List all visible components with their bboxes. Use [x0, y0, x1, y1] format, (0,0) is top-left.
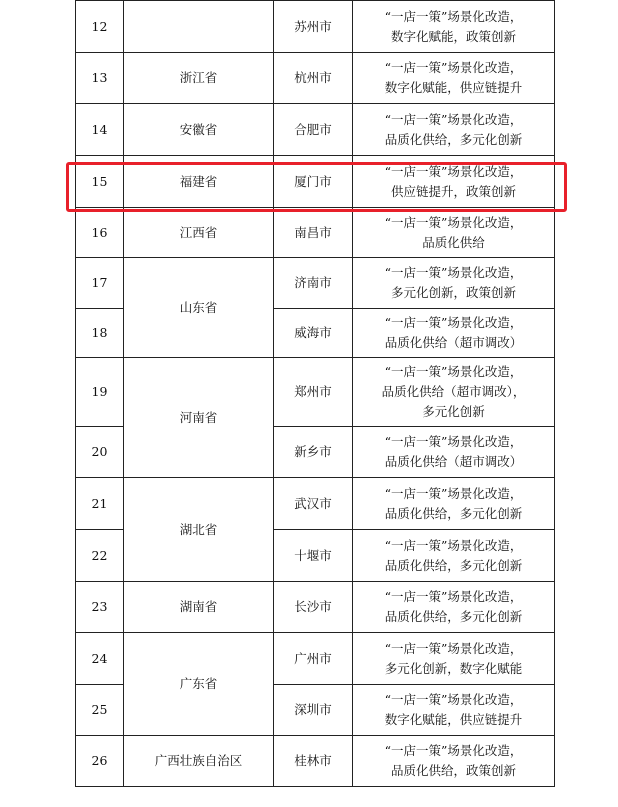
mode-cell — [353, 53, 555, 104]
row-number: 20 — [76, 427, 124, 478]
table-row — [76, 478, 555, 530]
city-cell: 郑州市 — [274, 358, 353, 427]
mode-line: 数字化赋能，政策创新 — [390, 28, 516, 44]
mode-line: 数字化赋能，供应链提升 — [384, 712, 523, 727]
mode-line: 供应链提升，政策创新 — [390, 183, 516, 199]
province-cell: 湖北省 — [124, 478, 274, 582]
table-row — [76, 1, 555, 53]
province-cell: 安徽省 — [124, 104, 274, 156]
city-cell: 武汉市 — [274, 478, 353, 530]
province-cell: 广西壮族自治区 — [124, 736, 274, 787]
city-cell: 桂林市 — [274, 736, 353, 787]
row-number: 25 — [76, 685, 124, 736]
mode-cell — [353, 478, 555, 530]
mode-cell — [353, 258, 555, 309]
table-row — [76, 104, 555, 156]
city-cell: 长沙市 — [274, 582, 353, 633]
table-row — [76, 258, 555, 309]
mode-line: “一店一策”场景化改造， — [384, 692, 523, 707]
mode-cell — [353, 1, 555, 53]
mode-line: 品质化供给，多元化创新 — [384, 609, 523, 624]
table-row — [76, 736, 555, 787]
row-number: 17 — [76, 258, 124, 309]
mode-cell — [353, 582, 555, 633]
table-row — [76, 358, 555, 427]
province-cell: 湖南省 — [124, 582, 274, 633]
city-cell: 新乡市 — [274, 427, 353, 478]
pilot-city-table — [75, 0, 555, 787]
mode-line: 多元化创新，数字化赋能 — [384, 660, 523, 676]
mode-line: “一店一策”场景化改造， — [384, 640, 523, 656]
mode-line: 品质化供给（超市调改）， — [381, 384, 526, 399]
mode-line: “一店一策”场景化改造， — [384, 60, 523, 75]
city-cell: 南昌市 — [274, 208, 353, 258]
mode-cell — [353, 309, 555, 358]
row-number: 23 — [76, 582, 124, 633]
city-cell: 厦门市 — [274, 156, 353, 208]
province-cell: 福建省 — [124, 156, 274, 208]
row-number: 13 — [76, 53, 124, 104]
city-cell: 广州市 — [274, 633, 353, 685]
table-row — [76, 582, 555, 633]
city-cell: 威海市 — [274, 309, 353, 358]
mode-line: 品质化供给，多元化创新 — [384, 131, 523, 147]
mode-line: 品质化供给（超市调改） — [384, 454, 523, 469]
mode-line: 品质化供给，多元化创新 — [384, 505, 523, 521]
row-number: 19 — [76, 358, 124, 427]
city-cell: 深圳市 — [274, 685, 353, 736]
row-number: 16 — [76, 208, 124, 258]
mode-line: 多元化创新 — [422, 404, 485, 419]
mode-line: “一店一策”场景化改造， — [384, 589, 523, 604]
row-number: 26 — [76, 736, 124, 787]
table-row — [76, 208, 555, 258]
mode-cell — [353, 685, 555, 736]
mode-cell — [353, 358, 555, 427]
table-body — [76, 1, 555, 787]
row-number: 21 — [76, 478, 124, 530]
mode-cell — [353, 427, 555, 478]
mode-line: “一店一策”场景化改造， — [384, 214, 523, 230]
table-row — [76, 53, 555, 104]
row-number: 22 — [76, 530, 124, 582]
city-cell: 苏州市 — [274, 1, 353, 53]
mode-cell — [353, 530, 555, 582]
table-row — [76, 633, 555, 685]
mode-line: “一店一策”场景化改造， — [384, 743, 523, 758]
city-cell: 十堰市 — [274, 530, 353, 582]
row-number: 15 — [76, 156, 124, 208]
mode-line: 品质化供给（超市调改） — [384, 335, 523, 350]
table-row — [76, 156, 555, 208]
mode-line: 品质化供给，政策创新 — [390, 763, 516, 778]
mode-cell — [353, 104, 555, 156]
mode-cell — [353, 156, 555, 208]
row-number: 12 — [76, 1, 124, 53]
mode-line: “一店一策”场景化改造， — [384, 315, 523, 330]
mode-line: “一店一策”场景化改造， — [384, 485, 523, 501]
mode-line: 数字化赋能，供应链提升 — [384, 80, 523, 95]
mode-cell — [353, 208, 555, 258]
mode-cell — [353, 633, 555, 685]
mode-line: “一店一策”场景化改造， — [384, 265, 523, 280]
mode-line: 品质化供给 — [422, 234, 485, 250]
mode-line: 多元化创新，政策创新 — [390, 285, 516, 300]
province-cell: 河南省 — [124, 358, 274, 478]
mode-line: “一店一策”场景化改造， — [384, 434, 523, 449]
city-cell: 杭州市 — [274, 53, 353, 104]
province-cell: 浙江省 — [124, 53, 274, 104]
mode-line: “一店一策”场景化改造， — [384, 163, 523, 179]
row-number: 24 — [76, 633, 124, 685]
province-cell — [124, 1, 274, 53]
row-number: 14 — [76, 104, 124, 156]
province-cell: 江西省 — [124, 208, 274, 258]
province-cell: 山东省 — [124, 258, 274, 358]
city-cell: 济南市 — [274, 258, 353, 309]
mode-line: “一店一策”场景化改造， — [384, 111, 523, 127]
mode-line: “一店一策”场景化改造， — [384, 364, 523, 379]
city-cell: 合肥市 — [274, 104, 353, 156]
mode-cell — [353, 736, 555, 787]
mode-line: “一店一策”场景化改造， — [384, 537, 523, 553]
row-number: 18 — [76, 309, 124, 358]
mode-line: “一店一策”场景化改造， — [384, 8, 523, 24]
province-cell: 广东省 — [124, 633, 274, 736]
mode-line: 品质化供给，多元化创新 — [384, 557, 523, 573]
